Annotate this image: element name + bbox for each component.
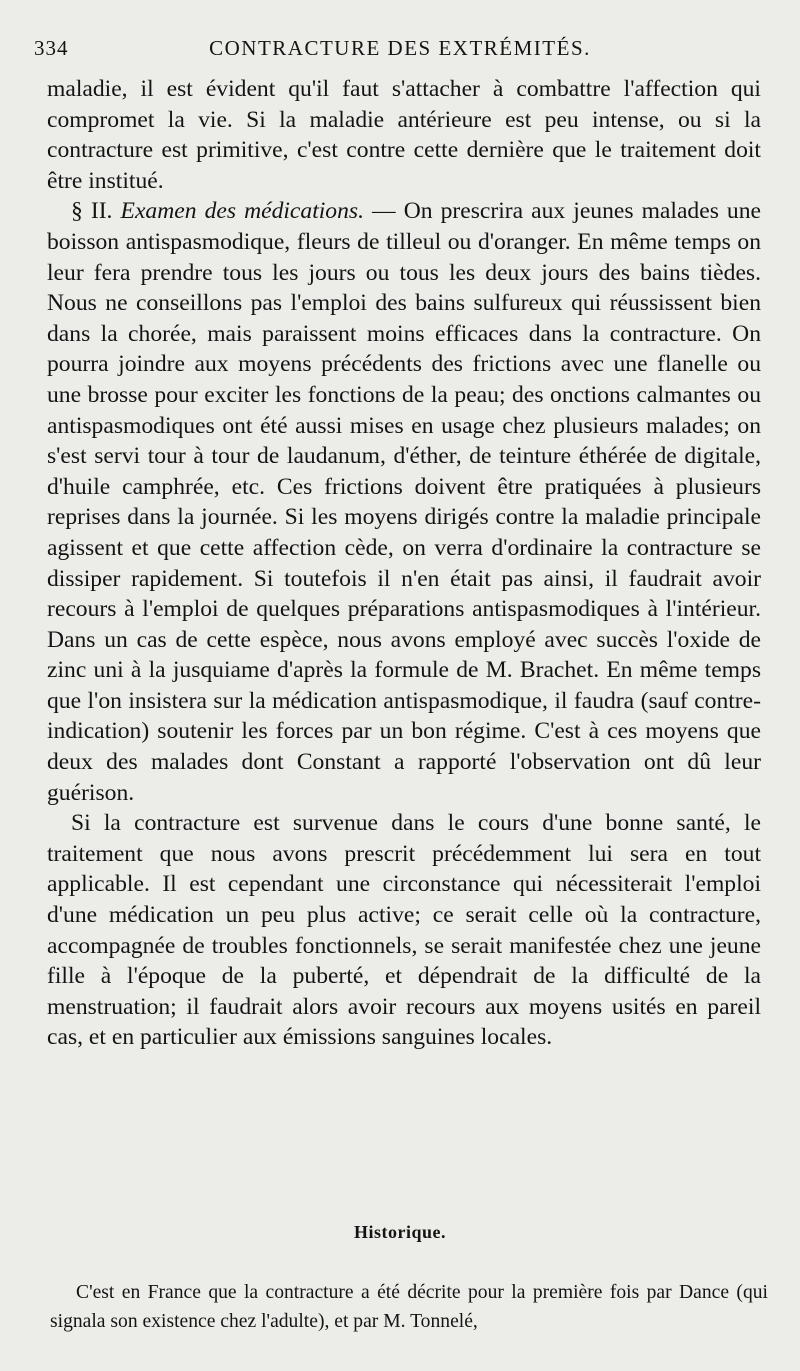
page-header bbox=[30, 36, 770, 66]
body-text bbox=[47, 74, 761, 1053]
paragraph-text: — On prescrira aux jeunes malades une boisson antispasmodique, fleurs de tilleul ou d'oranger. En même temps on leur fera prendre tous les jours ou tous les deux jours des bains tièdes. Nous ne conseillons pas l'emploi des bains sulfureux qui réussissent bien dans la chorée, mais paraissent moins efficaces dans la contracture. On pourra joindre aux moyens précédents des frictions avec une flanelle ou une brosse pour exciter les fonctions de la peau; des onctions calmantes ou antispasmodiques ont été aussi mises en usage chez plusieurs malades; on s'est servi tour à tour de laudanum, d'éther, de teinture éthérée de digitale, d'huile camphrée, etc. Ces frictions doivent être pratiquées à plusieurs reprises dans la journée. Si les moyens dirigés contre la maladie principale agissent et que cette affection cède, on verra d'ordinaire la contracture se dissiper rapidement. Si toutefois il n'en était pas ainsi, il faudrait avoir recours à l'emploi de quelques préparations antispasmodiques à l'intérieur. Dans un cas de cette espèce, nous avons employé avec succès l'oxide de zinc uni à la jusquiame d'après la formule de M. Brachet. En même temps que l'on insistera sur la médication antispasmodique, il faudra (sauf contre-indication) soutenir les forces par un bon régime. C'est à ces moyens que deux des malades dont Constant a rapporté l'observation ont dû leur guérison. bbox=[47, 198, 761, 806]
footnote bbox=[50, 1278, 768, 1336]
section-title: Examen des médications. bbox=[120, 198, 364, 225]
paragraph: Si la contracture est survenue dans le cours d'une bonne santé, le traitement que nous avons prescrit précédemment lui sera en tout applicable. Il est cependant une circonstance qui nécessiterait l'emploi d'une médication un peu plus active; ce serait celle où la contracture, accompagnée de troubles fonctionnels, se serait manifestée chez une jeune fille à l'époque de la puberté, et dépendrait de la difficulté de la menstruation; il faudrait alors avoir recours aux moyens usités en pareil cas, et en particulier aux émissions sanguines locales. bbox=[47, 810, 761, 1051]
paragraph bbox=[47, 196, 761, 808]
section-label: § II. bbox=[71, 198, 113, 225]
footnote-text: C'est en France que la contracture a été décrite pour la première fois par Dance (qui signala son existence chez l'adulte), et par M. Tonnelé, bbox=[50, 1282, 768, 1332]
running-title: CONTRACTURE DES EXTRÉMITÉS. bbox=[209, 36, 591, 60]
page-number: 334 bbox=[34, 36, 69, 60]
paragraph: maladie, il est évident qu'il faut s'attacher à combattre l'affection qui compromet la vie. Si la maladie antérieure est peu intense, ou si la contracture est primitive, c'est contre cette dernière que le traitement doit être institué. bbox=[47, 76, 761, 194]
section-heading: Historique. bbox=[353, 1222, 446, 1242]
